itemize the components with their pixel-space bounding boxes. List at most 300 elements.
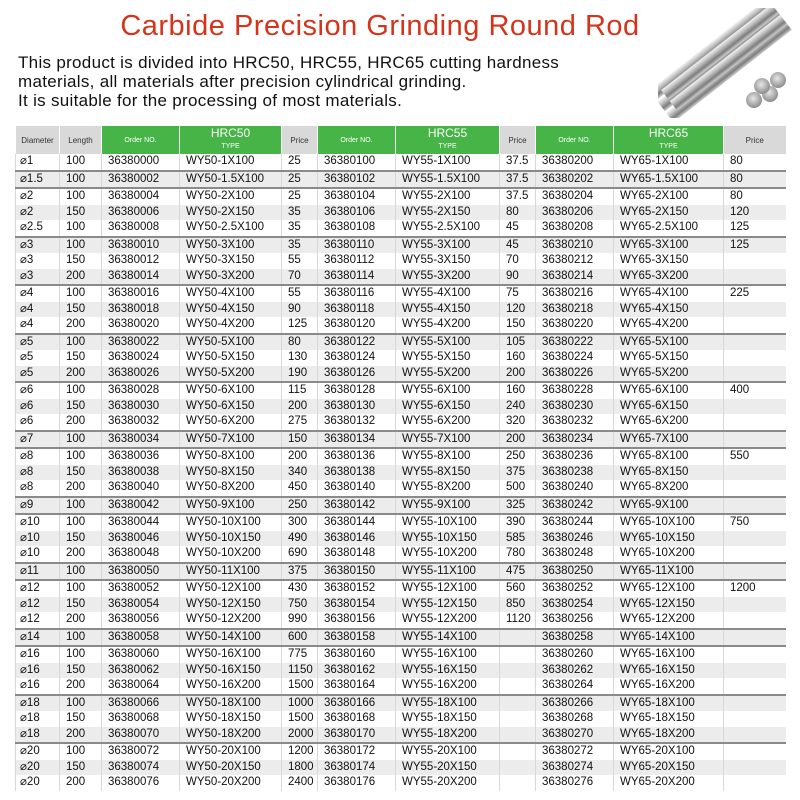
cell-type-hrc65: WY65-4X100 (614, 285, 724, 302)
cell-order-no-hrc65: 36380234 (536, 431, 614, 449)
cell-type-hrc50: WY50-6X150 (180, 399, 282, 415)
cell-type-hrc50: WY50-6X100 (180, 382, 282, 399)
cell-length: 150 (60, 399, 102, 415)
cell-price-hrc65 (724, 431, 786, 449)
cell-order-no-hrc65: 36380210 (536, 237, 614, 254)
cell-order-no-hrc65: 36380244 (536, 514, 614, 531)
cell-price-hrc55: 37.5 (500, 171, 536, 189)
cell-type-hrc50: WY50-16X150 (180, 663, 282, 679)
cell-type-hrc50: WY50-3X100 (180, 237, 282, 254)
table-row (16, 382, 786, 399)
table-row (16, 237, 786, 254)
table-row (16, 448, 786, 465)
cell-price-hrc55: 320 (500, 414, 536, 431)
cell-type-hrc50: WY50-18X100 (180, 695, 282, 712)
cell-price-hrc55: 45 (500, 220, 536, 237)
cell-price-hrc55: 200 (500, 431, 536, 449)
cell-price-hrc65 (724, 760, 786, 776)
cell-order-no-hrc50: 36380022 (102, 334, 180, 351)
cell-price-hrc50: 25 (282, 154, 318, 171)
cell-order-no-hrc50: 36380058 (102, 629, 180, 647)
cell-type-hrc50: WY50-2X100 (180, 188, 282, 205)
table-row (16, 760, 786, 776)
cell-price-hrc55: 780 (500, 546, 536, 563)
cell-order-no-hrc55: 36380148 (318, 546, 396, 563)
cell-price-hrc50: 450 (282, 480, 318, 497)
cell-price-hrc50: 275 (282, 414, 318, 431)
table-row (16, 220, 786, 237)
cell-length: 150 (60, 711, 102, 727)
cell-price-hrc50: 690 (282, 546, 318, 563)
cell-price-hrc50: 1000 (282, 695, 318, 712)
cell-order-no-hrc50: 36380074 (102, 760, 180, 776)
cell-type-hrc65: WY65-20X150 (614, 760, 724, 776)
cell-order-no-hrc65: 36380276 (536, 775, 614, 791)
cell-type-hrc50: WY50-8X100 (180, 448, 282, 465)
cell-length: 200 (60, 480, 102, 497)
cell-length: 200 (60, 612, 102, 629)
header-hrc50 (180, 126, 282, 154)
table-row (16, 695, 786, 712)
cell-diameter: ⌀8 (16, 465, 60, 481)
cell-price-hrc65 (724, 727, 786, 744)
cell-length: 200 (60, 775, 102, 791)
cell-order-no-hrc65: 36380252 (536, 580, 614, 597)
cell-order-no-hrc65: 36380268 (536, 711, 614, 727)
cell-type-hrc55: WY55-6X100 (396, 382, 500, 399)
cell-diameter: ⌀6 (16, 382, 60, 399)
cell-type-hrc65: WY65-1X100 (614, 154, 724, 171)
cell-price-hrc55: 45 (500, 237, 536, 254)
cell-price-hrc65 (724, 646, 786, 663)
cell-price-hrc50: 750 (282, 597, 318, 613)
cell-price-hrc50: 250 (282, 497, 318, 515)
header-order-no-hrc55: Order NO. (318, 126, 396, 154)
cell-diameter: ⌀4 (16, 285, 60, 302)
cell-length: 100 (60, 743, 102, 760)
cell-order-no-hrc55: 36380118 (318, 302, 396, 318)
cell-diameter: ⌀16 (16, 678, 60, 695)
cell-length: 100 (60, 448, 102, 465)
cell-price-hrc55: 120 (500, 302, 536, 318)
cell-order-no-hrc55: 36380154 (318, 597, 396, 613)
type-label: TYPE (221, 143, 240, 150)
cell-price-hrc50: 35 (282, 220, 318, 237)
cell-type-hrc55: WY55-6X200 (396, 414, 500, 431)
cell-order-no-hrc65: 36380236 (536, 448, 614, 465)
cell-price-hrc55: 70 (500, 253, 536, 269)
cell-diameter: ⌀18 (16, 727, 60, 744)
cell-price-hrc65 (724, 563, 786, 581)
cell-length: 100 (60, 220, 102, 237)
cell-length: 100 (60, 646, 102, 663)
cell-order-no-hrc50: 36380054 (102, 597, 180, 613)
cell-length: 200 (60, 366, 102, 383)
cell-price-hrc55 (500, 711, 536, 727)
table-row (16, 497, 786, 515)
cell-type-hrc55: WY55-16X200 (396, 678, 500, 695)
cell-price-hrc50: 2400 (282, 775, 318, 791)
table-row (16, 563, 786, 581)
cell-type-hrc65: WY65-20X200 (614, 775, 724, 791)
cell-order-no-hrc55: 36380146 (318, 531, 396, 547)
cell-diameter: ⌀10 (16, 514, 60, 531)
cell-price-hrc55 (500, 678, 536, 695)
cell-price-hrc55: 375 (500, 465, 536, 481)
cell-length: 100 (60, 154, 102, 171)
cell-type-hrc50: WY50-3X200 (180, 269, 282, 286)
cell-type-hrc65: WY65-6X100 (614, 382, 724, 399)
cell-order-no-hrc65: 36380222 (536, 334, 614, 351)
cell-order-no-hrc55: 36380150 (318, 563, 396, 581)
cell-order-no-hrc55: 36380158 (318, 629, 396, 647)
cell-price-hrc55 (500, 727, 536, 744)
cell-order-no-hrc50: 36380056 (102, 612, 180, 629)
cell-price-hrc65: 125 (724, 220, 786, 237)
cell-order-no-hrc65: 36380202 (536, 171, 614, 189)
grade-label: HRC55 (427, 126, 468, 140)
cell-length: 100 (60, 431, 102, 449)
cell-length: 150 (60, 760, 102, 776)
cell-diameter: ⌀6 (16, 414, 60, 431)
type-label: TYPE (659, 143, 678, 150)
table-row (16, 597, 786, 613)
cell-price-hrc55: 390 (500, 514, 536, 531)
page-title: Carbide Precision Grinding Round Rod (120, 10, 640, 42)
cell-order-no-hrc55: 36380104 (318, 188, 396, 205)
cell-type-hrc55: WY55-20X100 (396, 743, 500, 760)
cell-price-hrc50: 430 (282, 580, 318, 597)
cell-order-no-hrc50: 36380040 (102, 480, 180, 497)
cell-type-hrc50: WY50-8X200 (180, 480, 282, 497)
cell-length: 100 (60, 285, 102, 302)
cell-order-no-hrc55: 36380164 (318, 678, 396, 695)
grade-label: HRC50 (210, 126, 251, 140)
cell-length: 100 (60, 171, 102, 189)
cell-order-no-hrc55: 36380100 (318, 154, 396, 171)
cell-order-no-hrc65: 36380214 (536, 269, 614, 286)
cell-order-no-hrc55: 36380160 (318, 646, 396, 663)
cell-order-no-hrc50: 36380018 (102, 302, 180, 318)
table-row (16, 580, 786, 597)
cell-price-hrc65 (724, 465, 786, 481)
cell-price-hrc55: 325 (500, 497, 536, 515)
cell-price-hrc65 (724, 414, 786, 431)
cell-type-hrc55: WY55-1X100 (396, 154, 500, 171)
cell-type-hrc50: WY50-7X100 (180, 431, 282, 449)
cell-type-hrc50: WY50-5X200 (180, 366, 282, 383)
table-row (16, 350, 786, 366)
header-price-hrc50: Price (282, 126, 318, 154)
cell-length: 200 (60, 678, 102, 695)
table-row (16, 663, 786, 679)
cell-type-hrc65: WY65-10X150 (614, 531, 724, 547)
table-row (16, 253, 786, 269)
cell-diameter: ⌀11 (16, 563, 60, 581)
cell-price-hrc50: 25 (282, 188, 318, 205)
cell-type-hrc55: WY55-1.5X100 (396, 171, 500, 189)
cell-price-hrc55: 1120 (500, 612, 536, 629)
cell-type-hrc55: WY55-5X150 (396, 350, 500, 366)
cell-type-hrc50: WY50-9X100 (180, 497, 282, 515)
cell-order-no-hrc50: 36380032 (102, 414, 180, 431)
cell-order-no-hrc50: 36380042 (102, 497, 180, 515)
header-length: Length (60, 126, 102, 154)
cell-price-hrc65 (724, 334, 786, 351)
cell-order-no-hrc50: 36380052 (102, 580, 180, 597)
cell-type-hrc65: WY65-14X100 (614, 629, 724, 647)
table-row (16, 514, 786, 531)
cell-diameter: ⌀10 (16, 531, 60, 547)
cell-type-hrc55: WY55-14X100 (396, 629, 500, 647)
cell-order-no-hrc55: 36380142 (318, 497, 396, 515)
header-price-hrc55: Price (500, 126, 536, 154)
cell-type-hrc65: WY65-16X100 (614, 646, 724, 663)
cell-price-hrc50: 490 (282, 531, 318, 547)
cell-type-hrc50: WY50-4X100 (180, 285, 282, 302)
cell-price-hrc55: 500 (500, 480, 536, 497)
cell-order-no-hrc50: 36380048 (102, 546, 180, 563)
cell-type-hrc50: WY50-4X150 (180, 302, 282, 318)
table-row (16, 743, 786, 760)
cell-order-no-hrc50: 36380044 (102, 514, 180, 531)
cell-type-hrc50: WY50-10X150 (180, 531, 282, 547)
cell-order-no-hrc50: 36380016 (102, 285, 180, 302)
cell-type-hrc55: WY55-5X200 (396, 366, 500, 383)
cell-order-no-hrc55: 36380112 (318, 253, 396, 269)
cell-type-hrc65: WY65-5X150 (614, 350, 724, 366)
cell-diameter: ⌀9 (16, 497, 60, 515)
cell-type-hrc50: WY50-16X100 (180, 646, 282, 663)
cell-order-no-hrc65: 36380270 (536, 727, 614, 744)
cell-length: 200 (60, 269, 102, 286)
cell-type-hrc50: WY50-12X150 (180, 597, 282, 613)
cell-order-no-hrc65: 36380242 (536, 497, 614, 515)
cell-price-hrc65 (724, 253, 786, 269)
cell-type-hrc65: WY65-3X200 (614, 269, 724, 286)
cell-price-hrc50: 125 (282, 317, 318, 334)
cell-type-hrc50: WY50-1.5X100 (180, 171, 282, 189)
cell-diameter: ⌀3 (16, 269, 60, 286)
cell-price-hrc65 (724, 302, 786, 318)
cell-type-hrc65: WY65-9X100 (614, 497, 724, 515)
cell-order-no-hrc65: 36380256 (536, 612, 614, 629)
cell-price-hrc50: 190 (282, 366, 318, 383)
cell-type-hrc50: WY50-20X100 (180, 743, 282, 760)
cell-order-no-hrc55: 36380136 (318, 448, 396, 465)
cell-length: 100 (60, 629, 102, 647)
cell-order-no-hrc55: 36380172 (318, 743, 396, 760)
table-row (16, 414, 786, 431)
cell-order-no-hrc65: 36380264 (536, 678, 614, 695)
cell-order-no-hrc55: 36380140 (318, 480, 396, 497)
cell-price-hrc50: 775 (282, 646, 318, 663)
cell-type-hrc55: WY55-12X150 (396, 597, 500, 613)
cell-length: 150 (60, 465, 102, 481)
cell-type-hrc55: WY55-8X100 (396, 448, 500, 465)
cell-price-hrc55 (500, 775, 536, 791)
cell-order-no-hrc65: 36380224 (536, 350, 614, 366)
cell-type-hrc55: WY55-11X100 (396, 563, 500, 581)
cell-order-no-hrc55: 36380122 (318, 334, 396, 351)
cell-diameter: ⌀5 (16, 350, 60, 366)
cell-type-hrc55: WY55-10X200 (396, 546, 500, 563)
cell-order-no-hrc50: 36380002 (102, 171, 180, 189)
cell-price-hrc65 (724, 366, 786, 383)
cell-price-hrc50: 80 (282, 334, 318, 351)
cell-type-hrc65: WY65-18X100 (614, 695, 724, 712)
cell-order-no-hrc55: 36380170 (318, 727, 396, 744)
cell-order-no-hrc55: 36380132 (318, 414, 396, 431)
cell-diameter: ⌀4 (16, 317, 60, 334)
cell-length: 150 (60, 531, 102, 547)
cell-order-no-hrc55: 36380102 (318, 171, 396, 189)
cell-order-no-hrc55: 36380110 (318, 237, 396, 254)
cell-diameter: ⌀16 (16, 663, 60, 679)
cell-order-no-hrc50: 36380046 (102, 531, 180, 547)
header-hrc65 (614, 126, 724, 154)
intro-line: It is suitable for the processing of most materials. (18, 91, 403, 110)
cell-type-hrc65: WY65-8X150 (614, 465, 724, 481)
cell-length: 200 (60, 727, 102, 744)
cell-price-hrc50: 300 (282, 514, 318, 531)
cell-order-no-hrc65: 36380226 (536, 366, 614, 383)
cell-type-hrc50: WY50-6X200 (180, 414, 282, 431)
cell-order-no-hrc50: 36380076 (102, 775, 180, 791)
cell-price-hrc50: 115 (282, 382, 318, 399)
cell-type-hrc50: WY50-18X150 (180, 711, 282, 727)
cell-length: 200 (60, 546, 102, 563)
cell-price-hrc65 (724, 678, 786, 695)
cell-order-no-hrc50: 36380012 (102, 253, 180, 269)
cell-type-hrc55: WY55-20X200 (396, 775, 500, 791)
cell-type-hrc65: WY65-7X100 (614, 431, 724, 449)
cell-price-hrc65: 550 (724, 448, 786, 465)
cell-price-hrc50: 25 (282, 171, 318, 189)
cell-order-no-hrc50: 36380024 (102, 350, 180, 366)
cell-price-hrc50: 35 (282, 237, 318, 254)
table-row (16, 188, 786, 205)
cell-type-hrc55: WY55-18X200 (396, 727, 500, 744)
cell-order-no-hrc65: 36380240 (536, 480, 614, 497)
cell-order-no-hrc65: 36380246 (536, 531, 614, 547)
product-table (15, 126, 786, 791)
cell-type-hrc55: WY55-16X150 (396, 663, 500, 679)
cell-price-hrc50: 600 (282, 629, 318, 647)
cell-price-hrc50: 55 (282, 253, 318, 269)
cell-price-hrc65 (724, 775, 786, 791)
cell-order-no-hrc55: 36380168 (318, 711, 396, 727)
cell-type-hrc50: WY50-16X200 (180, 678, 282, 695)
cell-price-hrc55: 150 (500, 317, 536, 334)
type-label: TYPE (438, 143, 457, 150)
cell-type-hrc50: WY50-12X200 (180, 612, 282, 629)
table-row (16, 727, 786, 744)
cell-price-hrc50: 1500 (282, 711, 318, 727)
cell-length: 150 (60, 350, 102, 366)
cell-order-no-hrc65: 36380254 (536, 597, 614, 613)
cell-price-hrc65 (724, 743, 786, 760)
cell-price-hrc65 (724, 612, 786, 629)
cell-price-hrc55 (500, 646, 536, 663)
cell-price-hrc50: 1150 (282, 663, 318, 679)
cell-price-hrc55: 37.5 (500, 188, 536, 205)
cell-order-no-hrc55: 36380120 (318, 317, 396, 334)
intro-text (18, 53, 658, 110)
cell-order-no-hrc50: 36380034 (102, 431, 180, 449)
cell-type-hrc50: WY50-4X200 (180, 317, 282, 334)
cell-order-no-hrc65: 36380272 (536, 743, 614, 760)
table-row (16, 269, 786, 286)
cell-price-hrc65 (724, 597, 786, 613)
cell-type-hrc55: WY55-10X100 (396, 514, 500, 531)
cell-order-no-hrc50: 36380026 (102, 366, 180, 383)
cell-price-hrc50: 200 (282, 399, 318, 415)
cell-length: 150 (60, 253, 102, 269)
cell-price-hrc65: 80 (724, 188, 786, 205)
cell-price-hrc65 (724, 480, 786, 497)
cell-order-no-hrc55: 36380152 (318, 580, 396, 597)
cell-price-hrc55: 250 (500, 448, 536, 465)
cell-price-hrc55: 585 (500, 531, 536, 547)
cell-price-hrc55: 475 (500, 563, 536, 581)
table-row (16, 334, 786, 351)
table-row (16, 646, 786, 663)
cell-order-no-hrc65: 36380204 (536, 188, 614, 205)
cell-price-hrc65: 400 (724, 382, 786, 399)
cell-type-hrc65: WY65-16X200 (614, 678, 724, 695)
cell-price-hrc50: 200 (282, 448, 318, 465)
cell-order-no-hrc65: 36380208 (536, 220, 614, 237)
cell-type-hrc65: WY65-12X100 (614, 580, 724, 597)
cell-order-no-hrc65: 36380260 (536, 646, 614, 663)
cell-type-hrc55: WY55-10X150 (396, 531, 500, 547)
cell-diameter: ⌀20 (16, 743, 60, 760)
cell-type-hrc65: WY65-11X100 (614, 563, 724, 581)
cell-type-hrc50: WY50-3X150 (180, 253, 282, 269)
cell-order-no-hrc55: 36380174 (318, 760, 396, 776)
cell-type-hrc50: WY50-5X100 (180, 334, 282, 351)
table-row (16, 171, 786, 189)
cell-order-no-hrc55: 36380130 (318, 399, 396, 415)
cell-diameter: ⌀8 (16, 448, 60, 465)
cell-diameter: ⌀5 (16, 334, 60, 351)
table-row (16, 531, 786, 547)
cell-price-hrc55: 105 (500, 334, 536, 351)
cell-order-no-hrc50: 36380070 (102, 727, 180, 744)
cell-order-no-hrc50: 36380062 (102, 663, 180, 679)
cell-type-hrc55: WY55-8X200 (396, 480, 500, 497)
cell-type-hrc65: WY65-3X100 (614, 237, 724, 254)
cell-order-no-hrc65: 36380274 (536, 760, 614, 776)
round-rods-photo (658, 8, 792, 118)
cell-order-no-hrc50: 36380064 (102, 678, 180, 695)
cell-type-hrc65: WY65-18X200 (614, 727, 724, 744)
cell-type-hrc55: WY55-3X150 (396, 253, 500, 269)
cell-type-hrc65: WY65-18X150 (614, 711, 724, 727)
cell-order-no-hrc65: 36380230 (536, 399, 614, 415)
cell-order-no-hrc55: 36380116 (318, 285, 396, 302)
cell-order-no-hrc65: 36380232 (536, 414, 614, 431)
cell-length: 100 (60, 497, 102, 515)
cell-order-no-hrc50: 36380030 (102, 399, 180, 415)
cell-diameter: ⌀7 (16, 431, 60, 449)
table-row (16, 775, 786, 791)
cell-type-hrc50: WY50-2X150 (180, 205, 282, 221)
cell-order-no-hrc65: 36380218 (536, 302, 614, 318)
table-row (16, 285, 786, 302)
table-row (16, 465, 786, 481)
